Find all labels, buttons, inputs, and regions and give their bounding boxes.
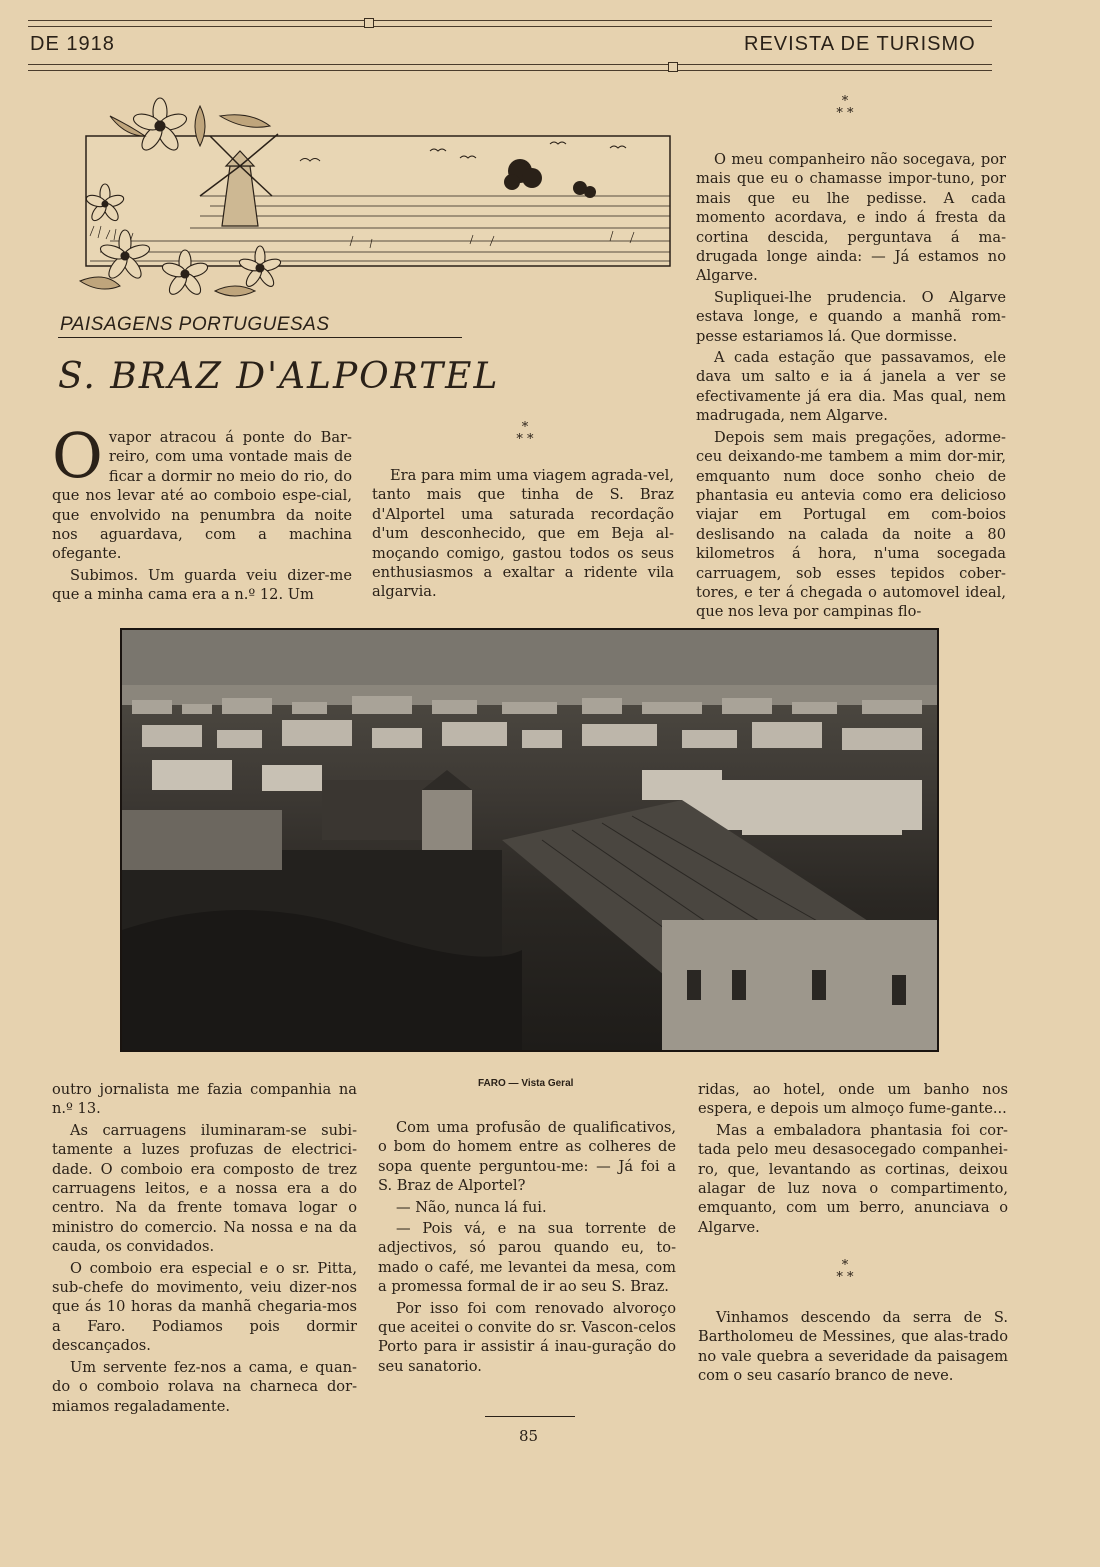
column-6-continued — [698, 1308, 1008, 1388]
header-ornament-bottom — [668, 62, 678, 72]
running-head-right: REVISTA DE TURISMO — [744, 33, 976, 55]
section-asterism: * * * — [836, 94, 854, 121]
paragraph: A cada estação que passavamos, ele dava um salto e ia á janela a ver se efectivamente já era dia. Mas qual, nem madrugada, nem Algarve. — [696, 349, 1006, 425]
paragraph: Vinhamos descendo da serra de S. Bartholomeu de Messines, que alas-trado no vale quebra a severidade da paisagem com o seu casarío branco de neve. — [698, 1309, 1008, 1385]
column-1 — [52, 419, 352, 607]
paragraph: Subimos. Um guarda veiu dizer-me que a minha cama era a n.º 12. Um — [52, 566, 352, 604]
page-number: 85 — [519, 1427, 539, 1445]
paragraph: O comboio era especial e o sr. Pitta, sub-chefe do movimento, veiu dizer-nos que ás 10 horas da manhã chegaria-mos a Faro. Podiamos pois dormir descançados. — [52, 1259, 357, 1355]
running-head-left: DE 1918 — [30, 33, 115, 55]
header-rule-top — [28, 20, 992, 27]
section-heading: PAISAGENS PORTUGUESAS — [60, 314, 330, 335]
paragraph: Por isso foi com renovado alvoroço que aceitei o convite do sr. Vascon-celos Porto para ir assistir á inau-guração do seu sanatorio. — [378, 1299, 676, 1375]
paragraph: As carruagens iluminaram-se subi-tamente a luzes profuzas de electrici-dade. O comboio era composto de trez carruagens leitos, e a nossa era a do centro. Na da frente tomava logar o ministro do comercio. Na nossa e na da cauda, os convidados. — [52, 1121, 357, 1256]
section-asterism: * * * — [516, 420, 534, 447]
article-title: S. BRAZ D'ALPORTEL — [58, 356, 500, 397]
header-rule-bottom — [28, 64, 992, 71]
section-rule — [58, 337, 462, 338]
paragraph: Com uma profusão de qualificativos, o bom do homem entre as colheres de sopa quente perguntou-me: — Já foi a S. Braz de Alportel? — [378, 1119, 676, 1195]
windmill-landscape-engraving — [50, 96, 680, 306]
faro-photograph — [120, 628, 939, 1052]
column-2 — [372, 466, 674, 604]
paragraph: Era para mim uma viagem agrada-vel, tanto mais que tinha de S. Braz d'Alportel uma saturada recordação d'um desconhecido, que em Beja al-moçando comigo, gastou todos os seus enthusiasmos a exaltar a ridente vila algarvia. — [372, 467, 674, 601]
header-ornament-top — [364, 18, 374, 28]
faro-cityscape — [122, 630, 937, 1050]
paragraph: Supliquei-lhe prudencia. O Algarve estava longe, e quando a manhã rom-pesse estariamos lá. Que dormisse. — [696, 288, 1006, 345]
paragraph: vapor atracou á ponte do Bar-reiro, com uma vontade mais de ficar a dormir no meio do rio, do que nos levar até ao comboio espe-cial, que envolvido na penumbra da noite nos aguardava, com a machina ofegante. — [52, 429, 352, 563]
paragraph: Mas a embaladora phantasia foi cor-tada pelo meu desasocegado companhei-ro, que, levantando as cortinas, deixou alagar de luz nova o compartimento, emquanto, com um berro, anunciava o Algarve. — [698, 1121, 1008, 1236]
paragraph: Um servente fez-nos a cama, e quan-do o comboio rolava na charneca dor-miamos regaladamente. — [52, 1358, 357, 1415]
paragraph: ridas, ao hotel, onde um banho nos espera, e depois um almoço fume-gante... — [698, 1081, 1008, 1118]
column-6 — [698, 1080, 1008, 1239]
paragraph: Depois sem mais pregações, adorme-ceu deixando-me tambem a mim dor-mir, emquanto num doce sonho cheio de phantasia eu antevia como era delicioso viajar em Portugal em com-boios deslisando na calada da noite a 80 kilometros á hora, n'uma socegada carruagem, sob esses tepidos cober-tores, e ter á chegada o automovel ideal, que nos leva por campinas flo- — [696, 428, 1006, 621]
paragraph: — Não, nunca lá fui. — [396, 1198, 547, 1216]
paragraph: O meu companheiro não socegava, por mais que eu o chamasse impor-tuno, por mais que eu lhe pedisse. A cada momento acordava, e indo á fresta da cortina descida, perguntava á ma-drugada longe ainda: — Já estamos no Algarve. — [696, 151, 1006, 285]
paragraph: outro jornalista me fazia companhia na n.º 13. — [52, 1081, 357, 1118]
section-asterism: * * * — [836, 1258, 854, 1285]
paragraph: — Pois vá, e na sua torrente de adjectivos, só parou quando eu, to-mado o café, me levantei da mesa, com a promessa formal de ir ao seu S. Braz. — [378, 1220, 676, 1296]
column-3 — [696, 150, 1006, 624]
footer-rule — [485, 1416, 575, 1417]
column-4 — [52, 1080, 357, 1418]
photo-caption: FARO — Vista Geral — [478, 1078, 574, 1089]
drop-cap: O — [52, 419, 103, 492]
column-5 — [378, 1118, 676, 1378]
